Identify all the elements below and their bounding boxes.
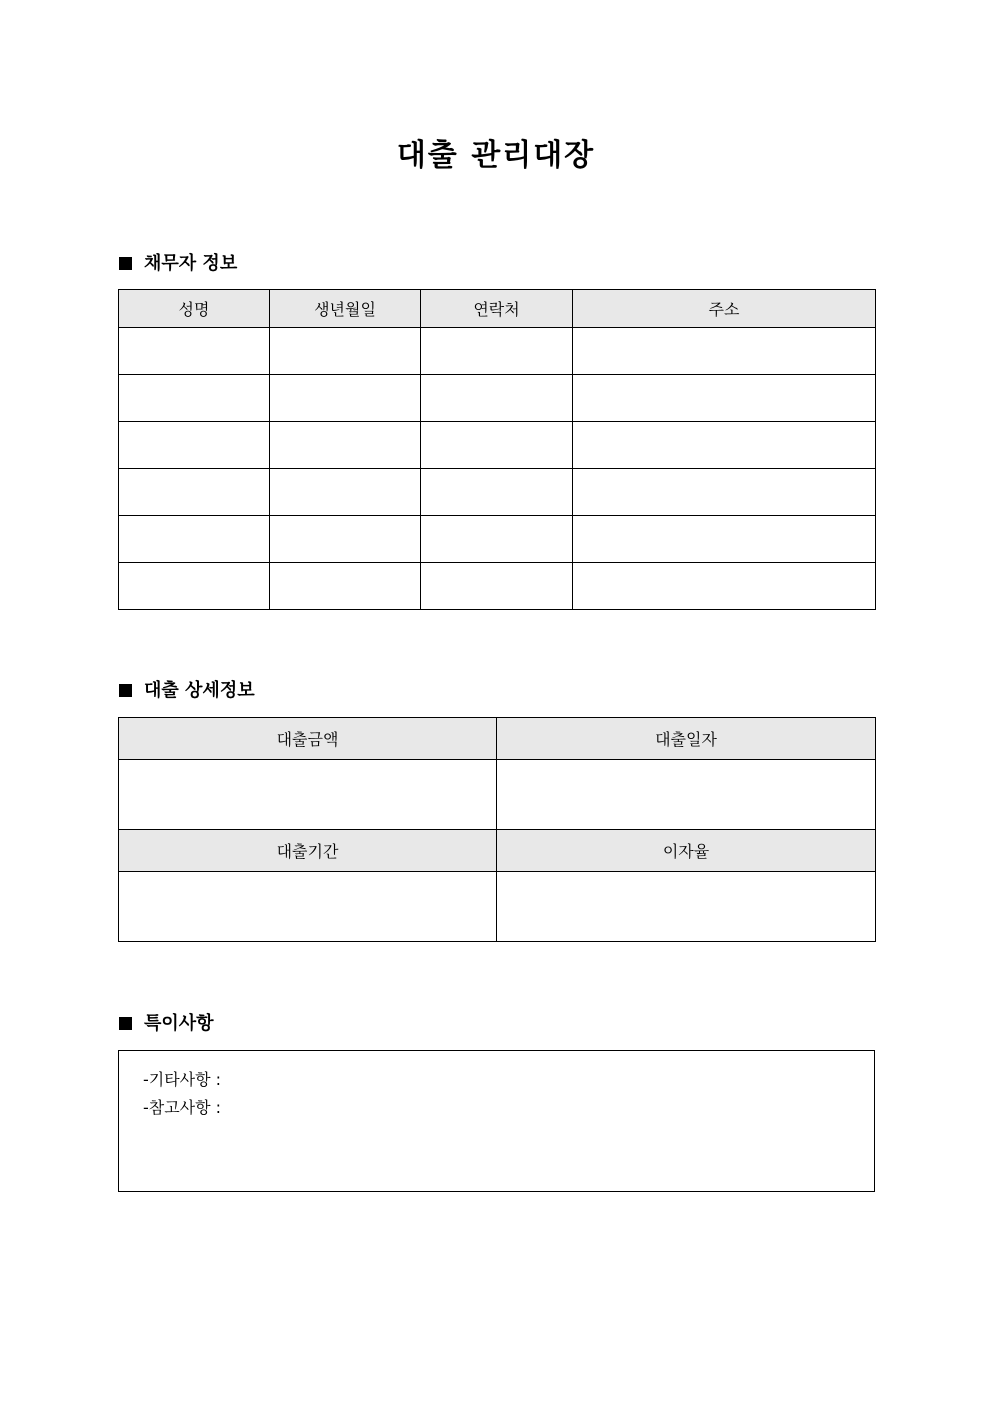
address-cell[interactable] bbox=[573, 328, 876, 375]
loan-detail-table bbox=[118, 717, 876, 942]
table-row bbox=[119, 872, 876, 942]
column-header-birthdate: 생년월일 bbox=[270, 290, 421, 328]
address-cell[interactable] bbox=[573, 469, 876, 516]
square-bullet-icon bbox=[119, 684, 132, 697]
birthdate-cell[interactable] bbox=[270, 516, 421, 563]
table-row bbox=[119, 375, 876, 422]
other-notes-line: -기타사항 : bbox=[143, 1070, 222, 1089]
name-cell[interactable] bbox=[119, 516, 270, 563]
contact-cell[interactable] bbox=[421, 563, 573, 610]
table-header-row bbox=[119, 830, 876, 872]
table-row bbox=[119, 328, 876, 375]
interest-rate-header: 이자율 bbox=[497, 830, 876, 872]
debtor-section-heading bbox=[119, 252, 237, 276]
address-cell[interactable] bbox=[573, 563, 876, 610]
contact-cell[interactable] bbox=[421, 469, 573, 516]
name-cell[interactable] bbox=[119, 422, 270, 469]
birthdate-cell[interactable] bbox=[270, 328, 421, 375]
birthdate-cell[interactable] bbox=[270, 469, 421, 516]
name-cell[interactable] bbox=[119, 328, 270, 375]
birthdate-cell[interactable] bbox=[270, 422, 421, 469]
address-cell[interactable] bbox=[573, 516, 876, 563]
address-cell[interactable] bbox=[573, 422, 876, 469]
column-header-contact: 연락처 bbox=[421, 290, 573, 328]
contact-cell[interactable] bbox=[421, 516, 573, 563]
column-header-name: 성명 bbox=[119, 290, 270, 328]
table-row bbox=[119, 469, 876, 516]
contact-cell[interactable] bbox=[421, 375, 573, 422]
table-row bbox=[119, 760, 876, 830]
loan-date-header: 대출일자 bbox=[497, 718, 876, 760]
contact-cell[interactable] bbox=[421, 422, 573, 469]
debtor-section-title: 채무자 정보 bbox=[144, 253, 238, 274]
address-cell[interactable] bbox=[573, 375, 876, 422]
loan-date-cell[interactable] bbox=[497, 760, 876, 830]
square-bullet-icon bbox=[119, 1017, 132, 1030]
loan-amount-header: 대출금액 bbox=[119, 718, 497, 760]
name-cell[interactable] bbox=[119, 375, 270, 422]
loan-amount-cell[interactable] bbox=[119, 760, 497, 830]
page-title: 대출 관리대장 bbox=[396, 138, 596, 173]
loan-period-header: 대출기간 bbox=[119, 830, 497, 872]
table-header-row bbox=[119, 718, 876, 760]
debtor-info-table bbox=[118, 289, 876, 610]
table-row bbox=[119, 422, 876, 469]
table-row bbox=[119, 516, 876, 563]
square-bullet-icon bbox=[119, 257, 132, 270]
loan-section-heading bbox=[119, 679, 255, 703]
birthdate-cell[interactable] bbox=[270, 563, 421, 610]
name-cell[interactable] bbox=[119, 563, 270, 610]
notes-section-title: 특이사항 bbox=[144, 1013, 214, 1034]
loan-section-title: 대출 상세정보 bbox=[144, 680, 255, 701]
notes-box[interactable] bbox=[118, 1050, 875, 1192]
column-header-address: 주소 bbox=[573, 290, 876, 328]
loan-period-cell[interactable] bbox=[119, 872, 497, 942]
interest-rate-cell[interactable] bbox=[497, 872, 876, 942]
notes-section-heading bbox=[119, 1012, 214, 1036]
reference-notes-line: -참고사항 : bbox=[143, 1098, 222, 1117]
contact-cell[interactable] bbox=[421, 328, 573, 375]
table-row bbox=[119, 563, 876, 610]
birthdate-cell[interactable] bbox=[270, 375, 421, 422]
name-cell[interactable] bbox=[119, 469, 270, 516]
table-header-row bbox=[119, 290, 876, 328]
